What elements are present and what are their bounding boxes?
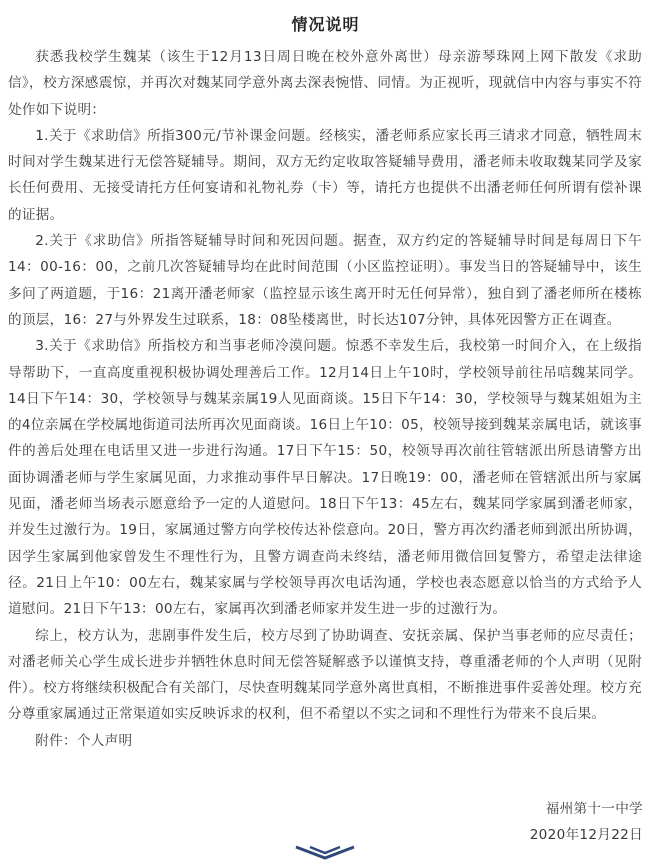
paragraph-conclusion: 综上，校方认为，悲剧事件发生后，校方尽到了协助调查、安抚亲属、保护当事老师的应尽责任；对潘老师关心学生成长进步并牺牲休息时间无偿答疑解惑予以谨慎支持，尊重潘老师的个人声明（见附件）。校方将继续积极配合有关部门，尽快查明魏某同学意外离世真相，不断推进事件妥善处理。校方充分尊重家属通过正常渠道如实反映诉求的权利，但不希望以不实之词和不理性行为带来不良后果。 — [8, 627, 642, 723]
paragraph-point-3: 3.关于《求助信》所指校方和当事老师冷漠问题。惊悉不幸发生后，我校第一时间介入，在上级指导帮助下，一直高度重视积极协调处理善后工作。12月14日上午10时，学校领导前往吊唁魏某同学。14日下午14：30，学校领导与魏某亲属19人见面商谈。15日下午14：30，学校领导与魏某姐姐为主的4位亲属在学校属地街道司法所再次见面商谈。16日上午10：05，校领导接到魏某亲属电话，就该事件的善后处理在电话里又进一步进行沟通。17日下午15：50，校领导再次前往管辖派出所恳请警方出面协调潘老师与学生家属见面，力求推动事件早日解决。17日晚19：00，潘老师在管辖派出所与家属见面，潘老师当场表示愿意给予一定的人道慰问。18日下午13：45左右，魏某同学家属到潘老师家，并发生过激行为。19日，家属通过警方向学校传达补偿意向。20日，警方再次约潘老师到派出所协调，因学生家属到他家曾发生不理性行为，且警方调查尚未终结，潘老师用微信回复警方，希望走法律途径。21日上午10：00左右，魏某家属与学校领导再次电话沟通，学校也表态愿意以恰当的方式给予人道慰问。21日下午13：00左右，家属再次到潘老师家并发生进一步的过激行为。 — [8, 338, 642, 618]
paragraph-point-2: 2.关于《求助信》所指答疑辅导时间和死因问题。据查，双方约定的答疑辅导时间是每周日下午14：00-16：00，之前几次答疑辅导均在此时间范围（小区监控证明）。事发当日的答疑辅导中，该生多问了两道题，于16：21离开潘老师家（监控显示该生离开时无任何异常），独自到了潘老师所在楼栋的顶层，16：27与外界发生过联系，18：08坠楼离世，时长达107分钟，具体死因警方正在调查。 — [8, 233, 642, 328]
chevron-down-icon[interactable] — [292, 845, 358, 860]
paragraph-point-1: 1.关于《求助信》所指300元/节补课金问题。经核实，潘老师系应家长再三请求才同意，牺牲周末时间对学生魏某进行无偿答疑辅导。期间，双方无约定收取答疑辅导费用，潘老师未收取魏某同学及家长任何费用、无接受请托方任何宴请和礼物礼券（卡）等，请托方也提供不出潘老师任何所谓有偿补课的证据。 — [8, 127, 642, 223]
signature-block — [530, 796, 643, 849]
page-title: 情况说明 — [291, 15, 360, 34]
document-date: 2020年12月22日 — [529, 827, 643, 844]
attachment-note: 附件：个人声明 — [35, 732, 133, 749]
paragraph-intro: 获悉我校学生魏某（该生于12月13日周日晚在校外意外离世）母亲游琴珠网上网下散发《求助信》，校方深感震惊，并再次对魏某同学意外离去深表惋惜、同情。为正视听，现就信中内容与事实不符处作如下说明： — [8, 49, 642, 118]
document-body — [8, 44, 642, 754]
school-name: 福州第十一中学 — [545, 801, 643, 817]
chevron-right-stroke — [310, 847, 340, 853]
